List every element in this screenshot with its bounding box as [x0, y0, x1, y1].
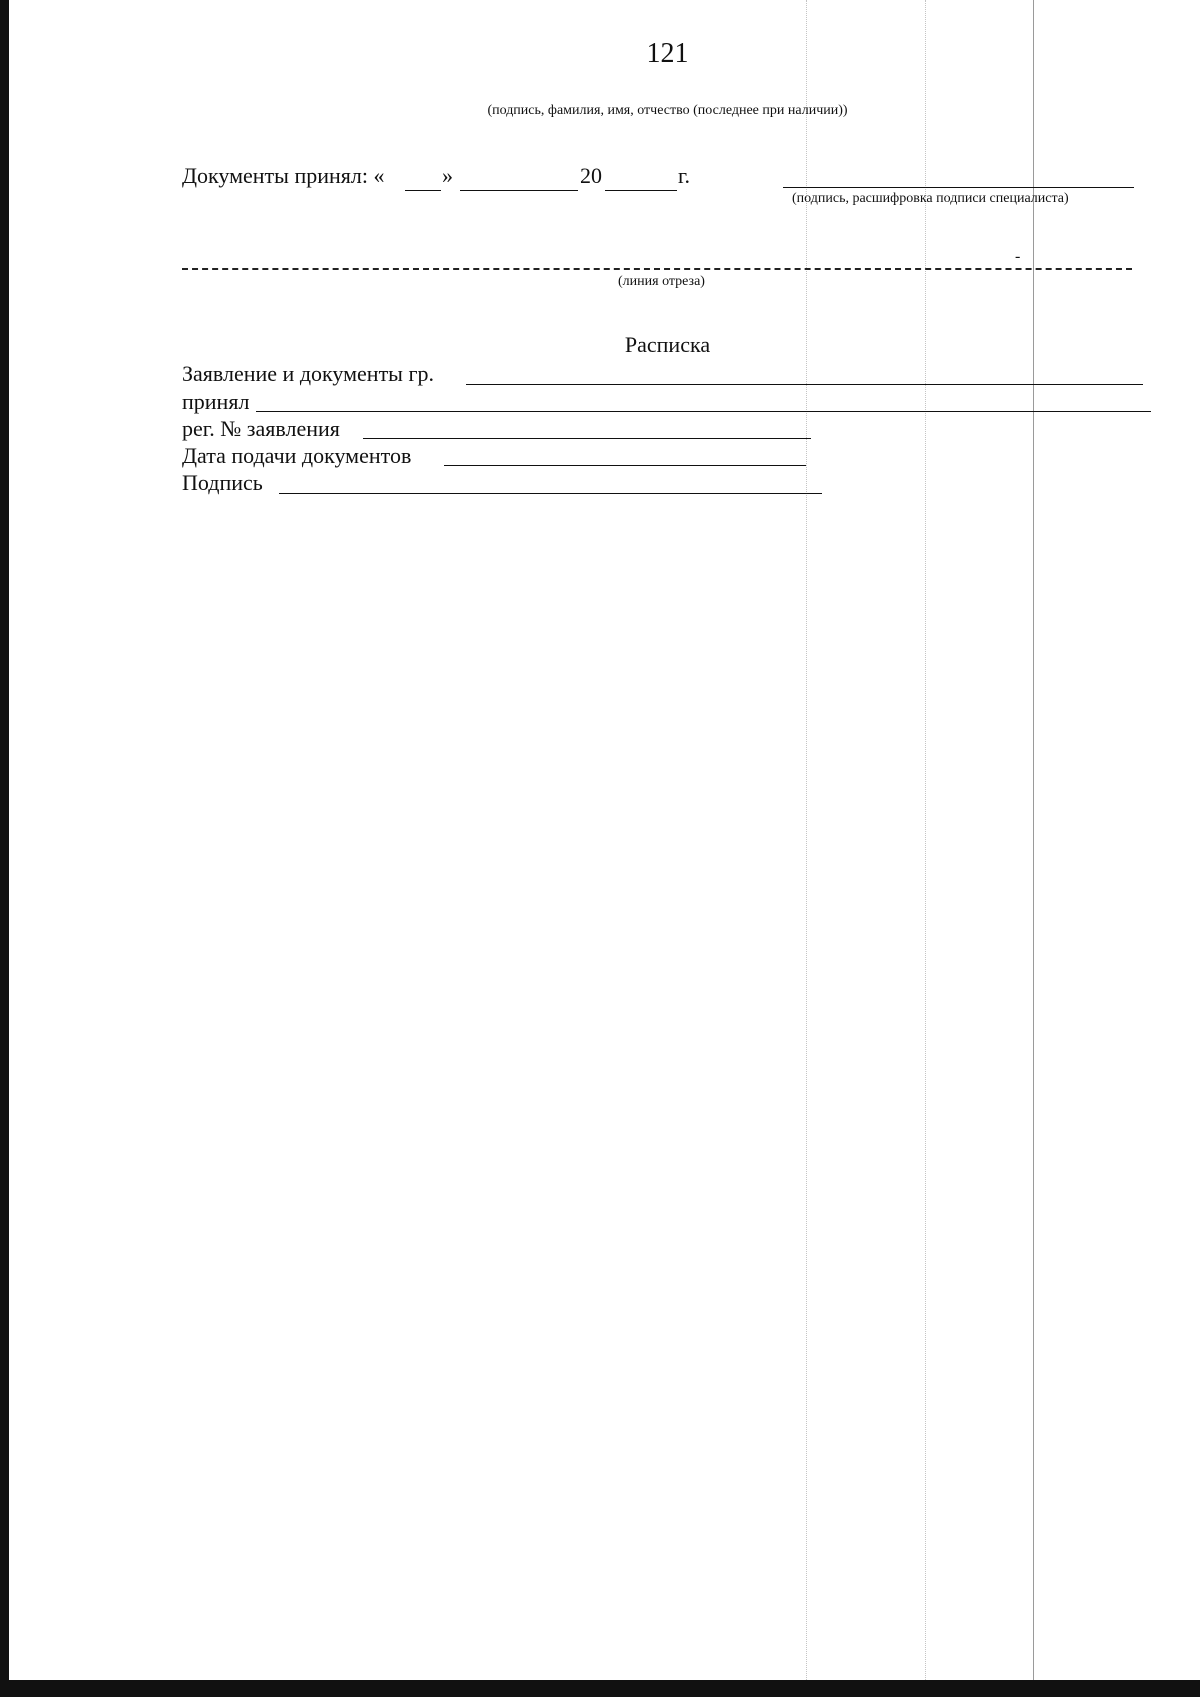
cut-line	[182, 268, 1132, 270]
dash-mark: -	[1015, 248, 1021, 265]
acceptance-label: Документы принял: «	[182, 163, 385, 188]
scan-dotted-line	[925, 0, 927, 1680]
quote-close: »	[442, 163, 453, 188]
specialist-signature-caption: (подпись, расшифровка подписи специалиста)	[792, 191, 1069, 206]
year-suffix: г.	[678, 163, 691, 188]
submission-date-field[interactable]	[444, 465, 806, 466]
reg-number-field[interactable]	[363, 438, 811, 439]
specialist-signature-field[interactable]	[783, 187, 1134, 188]
field-label-applicant: Заявление и документы гр.	[182, 361, 434, 386]
scan-fold-line	[1033, 0, 1034, 1680]
year-field[interactable]	[605, 190, 677, 191]
page-bottom-border	[0, 1680, 1200, 1697]
field-label-signature: Подпись	[182, 470, 263, 495]
year-prefix: 20	[580, 163, 602, 188]
page-left-border	[0, 0, 9, 1697]
field-label-submission-date: Дата подачи документов	[182, 443, 412, 468]
applicant-field[interactable]	[466, 384, 1143, 385]
signature-field[interactable]	[279, 493, 822, 494]
field-label-reg-number: рег. № заявления	[182, 416, 340, 441]
cut-line-caption: (линия отреза)	[618, 274, 705, 289]
page-number: 121	[646, 38, 689, 69]
receipt-title: Расписка	[624, 332, 711, 357]
day-field[interactable]	[405, 190, 441, 191]
accepted-field[interactable]	[256, 411, 1151, 412]
month-field[interactable]	[460, 190, 578, 191]
scan-dotted-line	[806, 0, 808, 1680]
signature-name-caption: (подпись, фамилия, имя, отчество (последнее при наличии))	[487, 103, 848, 118]
field-label-accepted: принял	[182, 389, 250, 414]
